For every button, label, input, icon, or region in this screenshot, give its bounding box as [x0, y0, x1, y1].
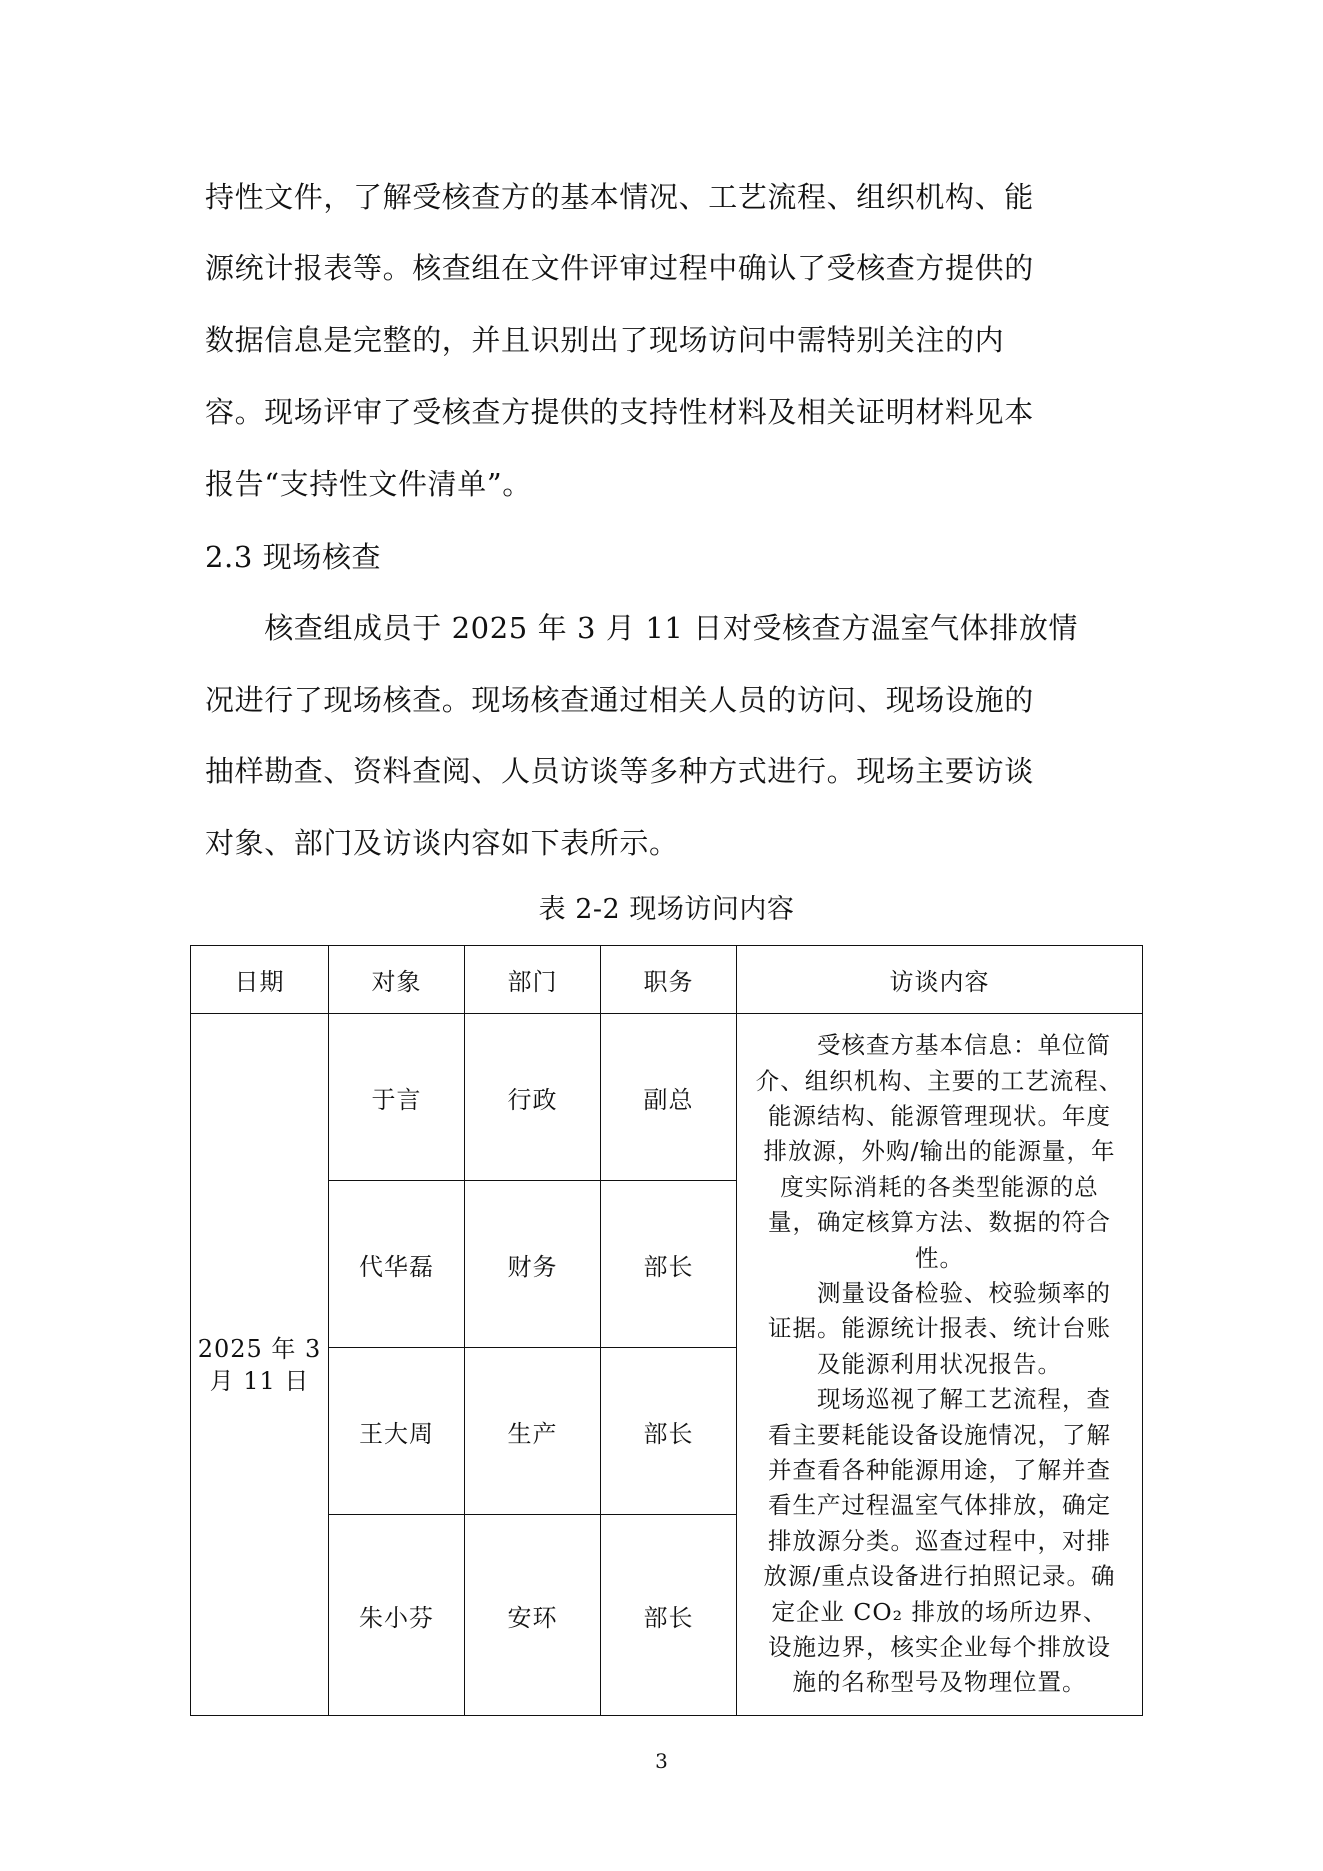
content-line: 及能源利用状况报告。 — [817, 1349, 1062, 1378]
table-header-row — [191, 946, 1143, 1014]
section-heading: 2.3 现场核查 — [205, 540, 382, 574]
table-row — [191, 1014, 1143, 1181]
content-line: 证据。能源统计报表、统计台账 — [768, 1314, 1111, 1343]
header-content: 访谈内容 — [737, 946, 1143, 1014]
title-cell: 副总 — [601, 1014, 737, 1181]
title-cell: 部长 — [601, 1348, 737, 1515]
content-line: 现场巡视了解工艺流程，查 — [768, 1385, 1111, 1414]
date-cell — [191, 1014, 329, 1716]
content-line: 看生产过程温室气体排放，确定 — [768, 1491, 1111, 1520]
content-line: 看主要耗能设备设施情况，了解 — [768, 1420, 1111, 1449]
department-cell: 生产 — [465, 1348, 601, 1515]
person-cell: 朱小芬 — [329, 1515, 465, 1716]
header-department: 部门 — [465, 946, 601, 1014]
section-line-3: 抽样勘查、资料查阅、人员访谈等多种方式进行。现场主要访谈 — [205, 754, 1034, 788]
body-line-3: 数据信息是完整的，并且识别出了现场访问中需特别关注的内 — [205, 323, 1005, 357]
content-line: 性。 — [915, 1243, 964, 1272]
department-cell: 行政 — [465, 1014, 601, 1181]
body-line-2: 源统计报表等。核查组在文件评审过程中确认了受核查方提供的 — [205, 251, 1034, 285]
body-line-1: 持性文件，了解受核查方的基本情况、工艺流程、组织机构、能 — [205, 180, 1034, 214]
content-line: 排放源，外购/输出的能源量，年 — [763, 1137, 1116, 1166]
content-line: 施的名称型号及物理位置。 — [792, 1668, 1087, 1697]
content-line: 测量设备检验、校验频率的 — [768, 1278, 1111, 1307]
date-line-2: 月 11 日 — [209, 1366, 310, 1395]
header-title: 职务 — [601, 946, 737, 1014]
section-line-1: 核查组成员于 2025 年 3 月 11 日对受核查方温室气体排放情 — [205, 611, 1079, 645]
content-line: 量，确定核算方法、数据的符合 — [768, 1208, 1111, 1237]
department-cell: 安环 — [465, 1515, 601, 1716]
person-cell: 代华磊 — [329, 1181, 465, 1348]
content-line: 并查看各种能源用途，了解并查 — [768, 1456, 1111, 1485]
content-line: 度实际消耗的各类型能源的总 — [780, 1172, 1099, 1201]
content-line: 定企业 CO₂ 排放的场所边界、 — [771, 1597, 1108, 1626]
visit-table — [190, 945, 1143, 1716]
body-line-4: 容。现场评审了受核查方提供的支持性材料及相关证明材料见本 — [205, 395, 1034, 429]
person-cell: 于言 — [329, 1014, 465, 1181]
content-line: 放源/重点设备进行拍照记录。确 — [763, 1562, 1116, 1591]
person-cell: 王大周 — [329, 1348, 465, 1515]
section-line-2: 况进行了现场核查。现场核查通过相关人员的访问、现场设施的 — [205, 683, 1034, 717]
content-line: 能源结构、能源管理现状。年度 — [768, 1101, 1111, 1130]
date-line-1: 2025 年 3 — [197, 1334, 322, 1363]
content-line: 排放源分类。巡查过程中，对排 — [768, 1526, 1111, 1555]
title-cell: 部长 — [601, 1515, 737, 1716]
title-cell: 部长 — [601, 1181, 737, 1348]
content-cell — [737, 1014, 1143, 1716]
body-line-5: 报告“支持性文件清单”。 — [205, 467, 532, 501]
table-caption: 表 2-2 现场访问内容 — [538, 894, 795, 925]
content-line: 设施边界，核实企业每个排放设 — [768, 1633, 1111, 1662]
content-line: 介、组织机构、主要的工艺流程、 — [755, 1066, 1124, 1095]
header-person: 对象 — [329, 946, 465, 1014]
department-cell: 财务 — [465, 1181, 601, 1348]
page-number: 3 — [655, 1749, 668, 1773]
content-line: 受核查方基本信息：单位简 — [768, 1031, 1111, 1060]
section-line-4: 对象、部门及访谈内容如下表所示。 — [205, 826, 679, 860]
header-date: 日期 — [191, 946, 329, 1014]
